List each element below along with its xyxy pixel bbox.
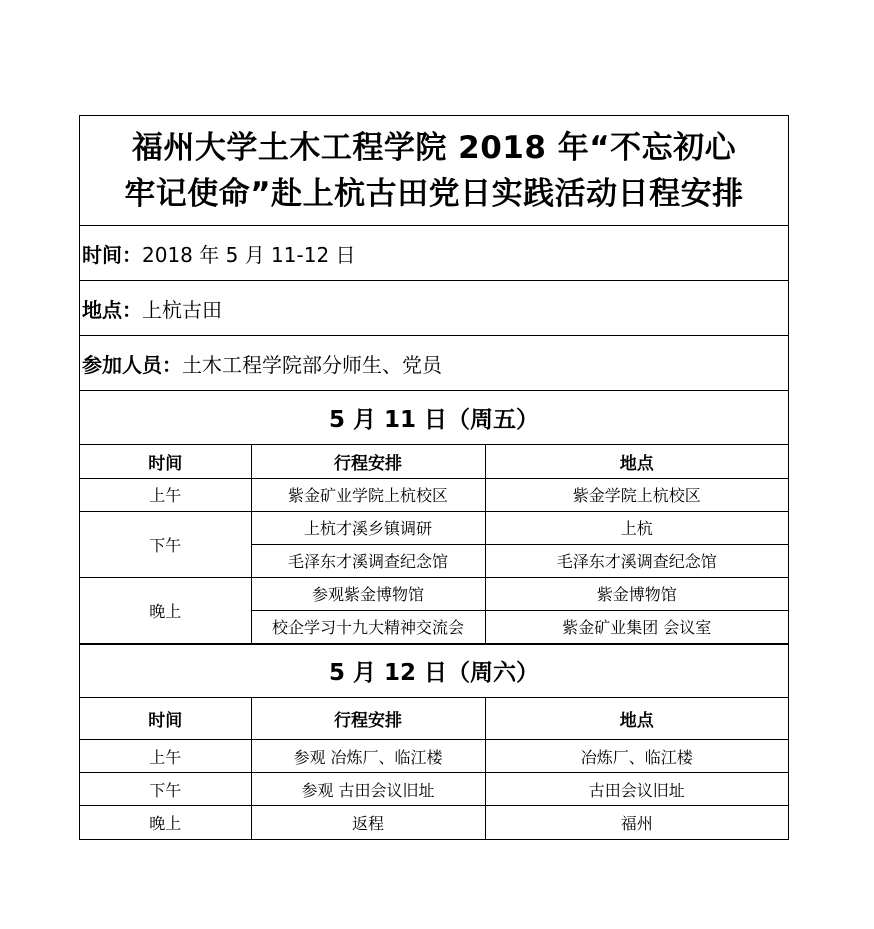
header-itinerary: 行程安排: [251, 445, 485, 478]
location-cell: 上杭: [485, 511, 788, 544]
day2-heading: 5 月 12 日（周六）: [80, 644, 788, 698]
title-line-1: 福州大学土木工程学院 2018 年“不忘初心: [131, 129, 737, 166]
itinerary-cell: 返程: [251, 806, 485, 839]
time-info-row: [80, 226, 788, 281]
day1-heading: 5 月 11 日（周五）: [80, 391, 788, 445]
day2-schedule-table: [80, 698, 788, 839]
table-header-row: [80, 698, 788, 740]
period-cell: 上午: [80, 478, 251, 511]
time-label: 时间：: [82, 242, 142, 267]
title-line-2: 牢记使命”赴上杭古田党日实践活动日程安排: [124, 175, 744, 212]
day1-schedule-table: [80, 445, 788, 644]
itinerary-cell: 毛泽东才溪调查纪念馆: [251, 544, 485, 577]
itinerary-cell: 紫金矿业学院上杭校区: [251, 478, 485, 511]
location-cell: 紫金学院上杭校区: [485, 478, 788, 511]
header-location: 地点: [485, 445, 788, 478]
participants-info-row: [80, 336, 788, 391]
place-info-row: [80, 281, 788, 336]
table-row: [80, 773, 788, 806]
period-cell: 上午: [80, 740, 251, 773]
itinerary-cell: 校企学习十九大精神交流会: [251, 610, 485, 643]
period-cell: 晚上: [80, 577, 251, 643]
period-cell: 下午: [80, 773, 251, 806]
participants-label: 参加人员：: [82, 352, 182, 377]
header-location: 地点: [485, 698, 788, 740]
itinerary-cell: 参观紫金博物馆: [251, 577, 485, 610]
table-row: [80, 740, 788, 773]
table-row: [80, 577, 788, 610]
period-cell: 下午: [80, 511, 251, 577]
table-header-row: [80, 445, 788, 478]
table-row: [80, 478, 788, 511]
table-row: [80, 511, 788, 544]
location-cell: 紫金矿业集团 会议室: [485, 610, 788, 643]
document-title: [80, 116, 788, 226]
place-value: 上杭古田: [142, 297, 222, 322]
header-time: 时间: [80, 445, 251, 478]
location-cell: 古田会议旧址: [485, 773, 788, 806]
location-cell: 福州: [485, 806, 788, 839]
time-value: 2018 年 5 月 11-12 日: [142, 242, 356, 267]
schedule-document: [79, 115, 789, 840]
place-label: 地点：: [82, 297, 142, 322]
location-cell: 毛泽东才溪调查纪念馆: [485, 544, 788, 577]
itinerary-cell: 参观 冶炼厂、临江楼: [251, 740, 485, 773]
participants-value: 土木工程学院部分师生、党员: [182, 352, 442, 377]
itinerary-cell: 上杭才溪乡镇调研: [251, 511, 485, 544]
header-itinerary: 行程安排: [251, 698, 485, 740]
location-cell: 紫金博物馆: [485, 577, 788, 610]
table-row: [80, 806, 788, 839]
location-cell: 冶炼厂、临江楼: [485, 740, 788, 773]
itinerary-cell: 参观 古田会议旧址: [251, 773, 485, 806]
period-cell: 晚上: [80, 806, 251, 839]
header-time: 时间: [80, 698, 251, 740]
